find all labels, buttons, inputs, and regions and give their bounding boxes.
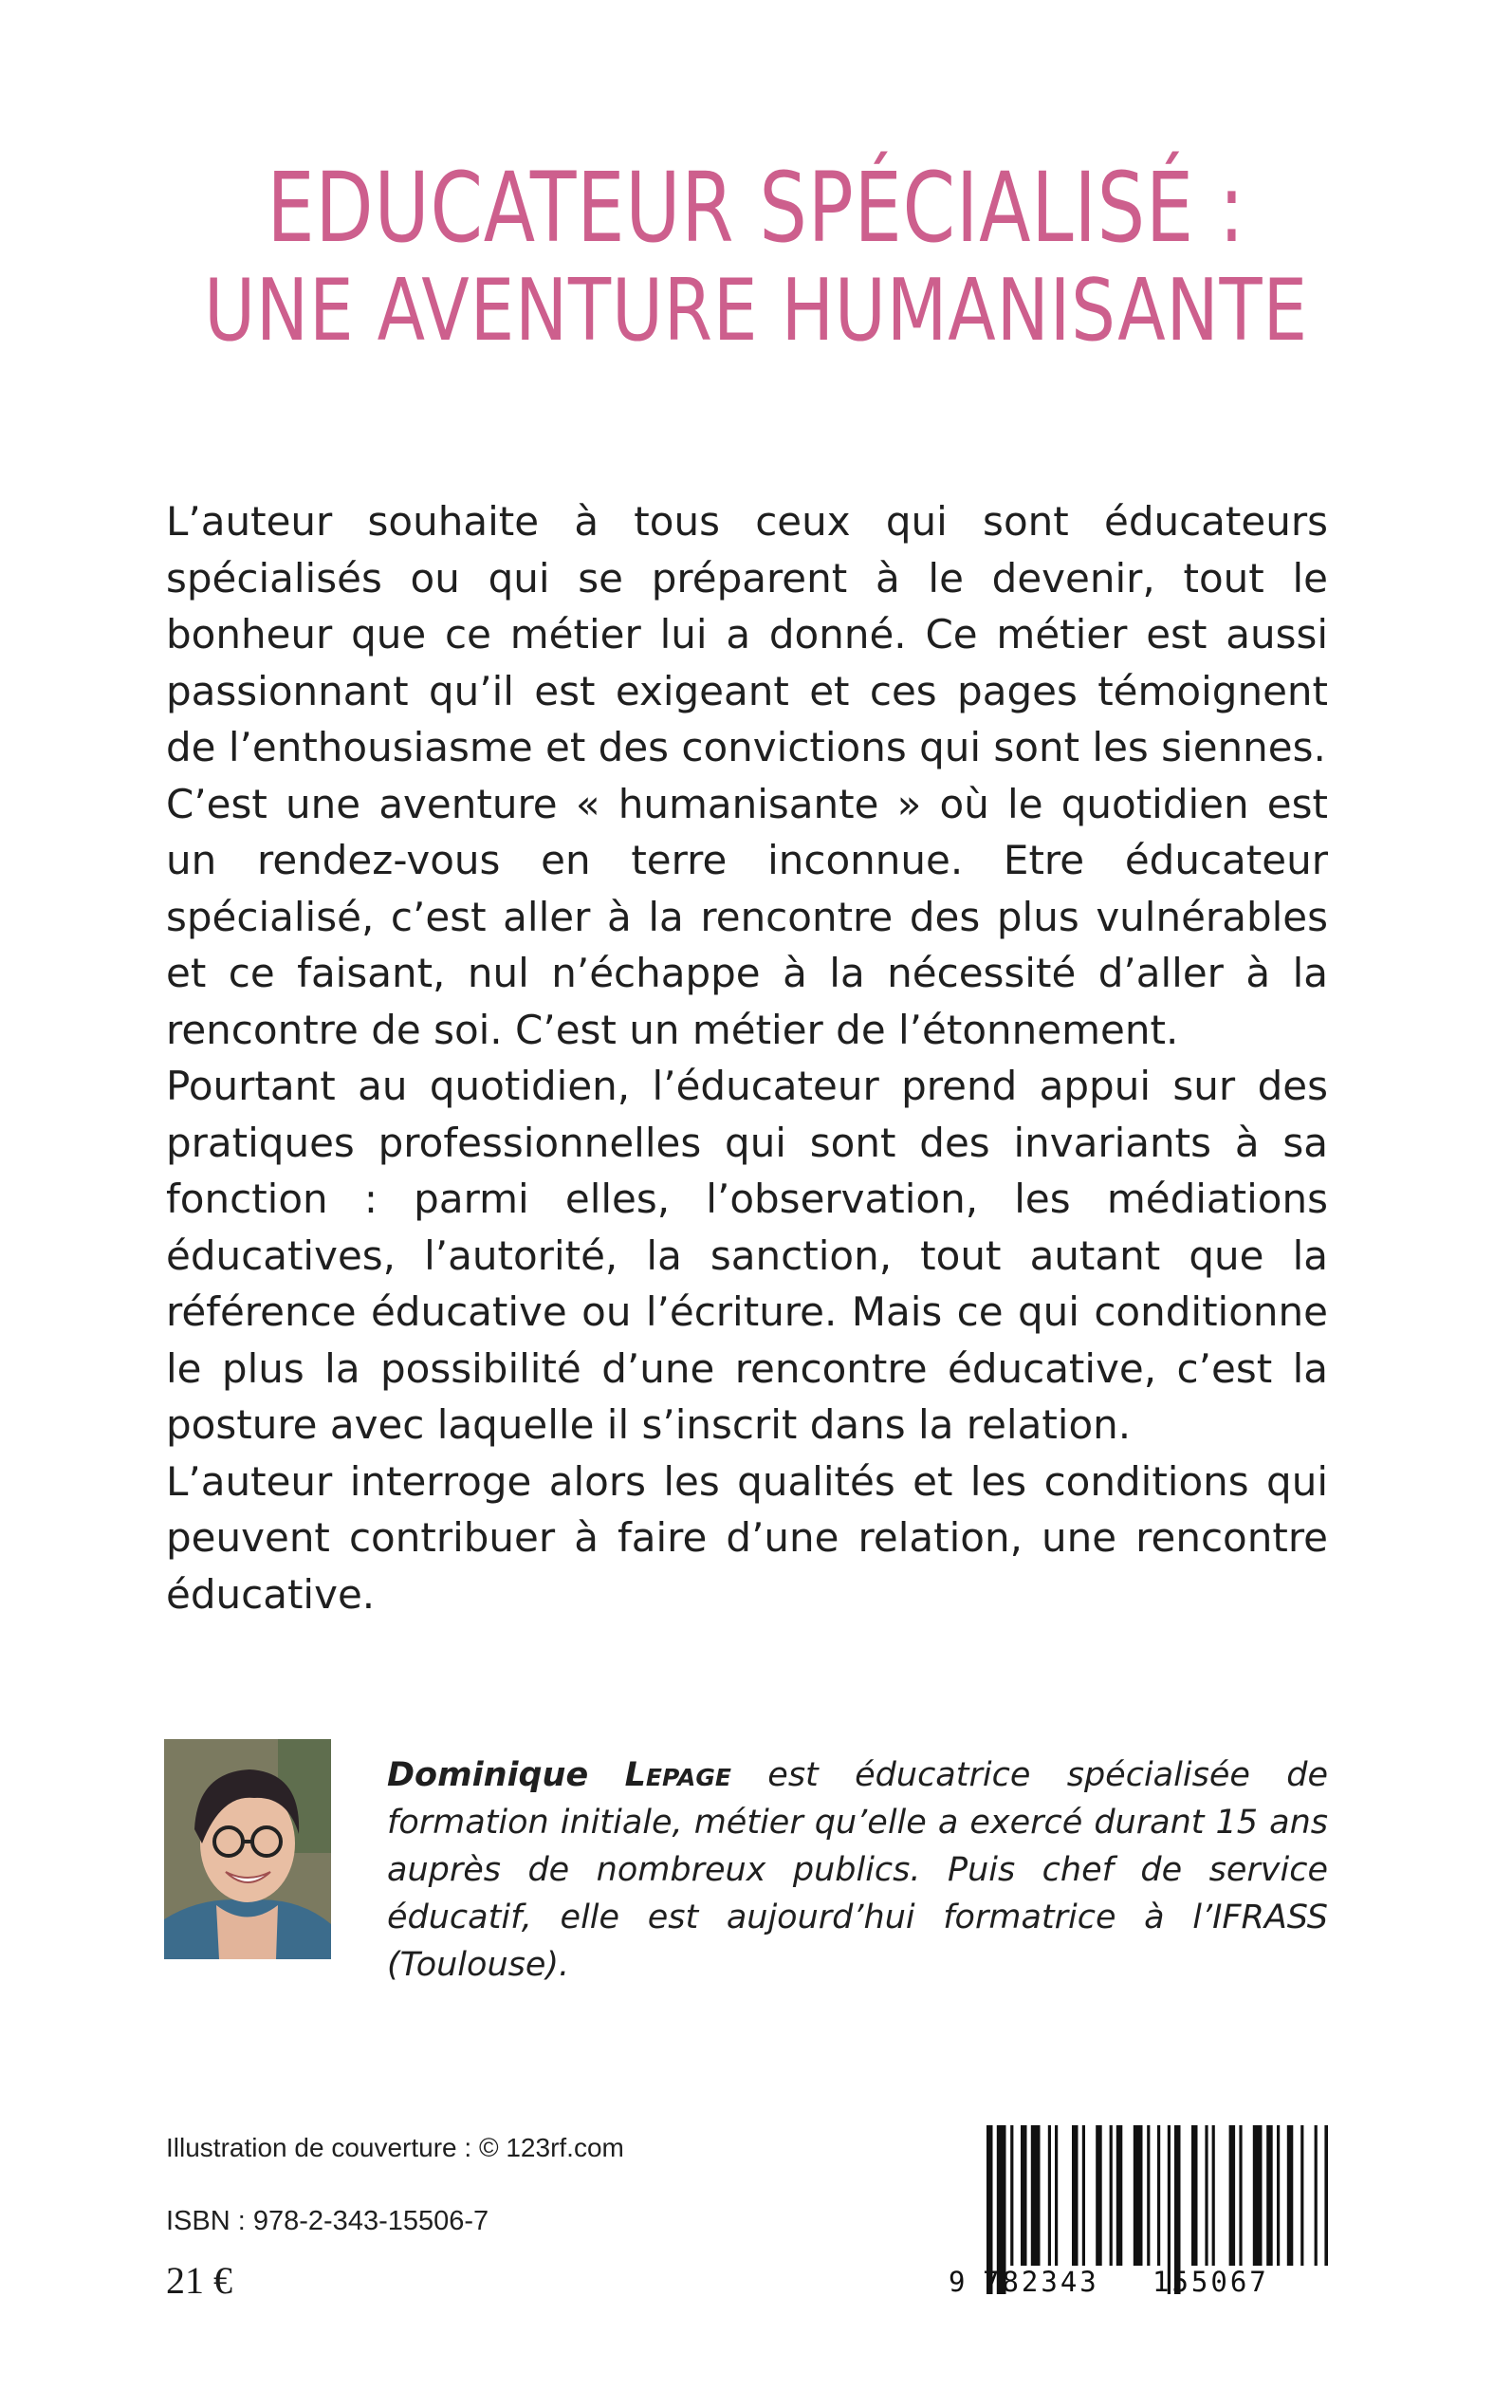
book-title-line-1: EDUCATEUR SPÉCIALISÉ : [267, 152, 1245, 265]
barcode-bar [1147, 2125, 1150, 2266]
barcode-bar [1082, 2125, 1085, 2266]
barcode-bar [1010, 2125, 1013, 2266]
book-title-line-2: UNE AVENTURE HUMANISANTE [204, 261, 1308, 361]
barcode-bar [1072, 2125, 1079, 2266]
barcode-left-digits: 782343 [983, 2266, 1099, 2298]
author-first-name: Dominique [387, 1756, 589, 1794]
barcode-bar [1229, 2125, 1236, 2266]
barcode-bar [1110, 2125, 1113, 2266]
barcode-bar [1116, 2125, 1123, 2266]
barcode-bar [1055, 2125, 1058, 2266]
barcode-bar [1157, 2125, 1160, 2266]
barcode-bar [1300, 2125, 1303, 2266]
blurb-paragraph-2: C’est une aventure « humanisante » où le quotidien est un rendez-vous en terre inconnue. Etre éducateur spécialisé, c’est aller à la rencontre des plus vulnérables et ce faisant, nul n’échappe à la nécessité d’aller à la rencontre de soi. C’est un métier de l’étonnement. [166, 780, 1328, 1053]
barcode-bar [1096, 2125, 1102, 2266]
barcode-bar [1277, 2125, 1280, 2266]
author-photo [164, 1739, 331, 1959]
blurb-paragraph-1: L’auteur souhaite à tous ceux qui sont éducateurs spécialisés ou qui se préparent à le devenir, tout le bonheur que ce métier lui a donné. Ce métier est aussi passionnant qu’il est exigeant et ces pages témoignent de l’enthousiasme et des convictions qui sont les siennes. [166, 498, 1328, 770]
barcode-bar [1239, 2125, 1242, 2266]
barcode-right-digits: 155067 [1152, 2266, 1269, 2298]
barcode-bar [1266, 2125, 1273, 2266]
author-bio-text: est éducatrice spécialisée de formation initiale, métier qu’elle a exercé durant 15 ans auprès de nombreux publics. Puis chef de service éducatif, elle est aujourd’hui formatrice à l’IFRASS (Toulouse). [387, 1756, 1328, 1984]
barcode-bar [1205, 2125, 1208, 2266]
barcode-bar [1048, 2125, 1051, 2266]
author-bio [387, 1751, 1328, 1989]
barcode-bar [1315, 2125, 1318, 2266]
barcode-bar [1031, 2125, 1041, 2266]
barcode-bar [1324, 2125, 1328, 2266]
price: 21 € [166, 2259, 232, 2302]
barcode-bar [1191, 2125, 1198, 2266]
blurb-paragraph-3: Pourtant au quotidien, l’éducateur prend appui sur des pratiques professionnelles qui sont des invariants à sa fonction : parmi elles, l’observation, les médiations éducatives, l’autorité, la sanction, tout autant que la référence éducative ou l’écriture. Mais ce qui conditionne le plus la possibilité d’une rencontre éducative, c’est la posture avec laquelle il s’inscrit dans la relation. [166, 1063, 1328, 1448]
barcode-bar [1021, 2125, 1027, 2266]
barcode-digits [949, 2258, 1328, 2306]
barcode-first-digit: 9 [949, 2266, 966, 2298]
barcode-bar [1253, 2125, 1263, 2266]
barcode-bar [1212, 2125, 1215, 2266]
illustration-credit: Illustration de couverture : © 123rf.com [166, 2133, 624, 2162]
blurb-paragraph-4: L’auteur interroge alors les qualités et les conditions qui peuvent contribuer à faire d’une relation, une rencontre éducative. [166, 1457, 1328, 1618]
barcode-bar [1287, 2125, 1294, 2266]
author-last-name: Lepage [624, 1756, 731, 1794]
blurb [166, 493, 1328, 1622]
barcode-bar [1134, 2125, 1143, 2266]
isbn: ISBN : 978-2-343-15506-7 [166, 2206, 489, 2236]
